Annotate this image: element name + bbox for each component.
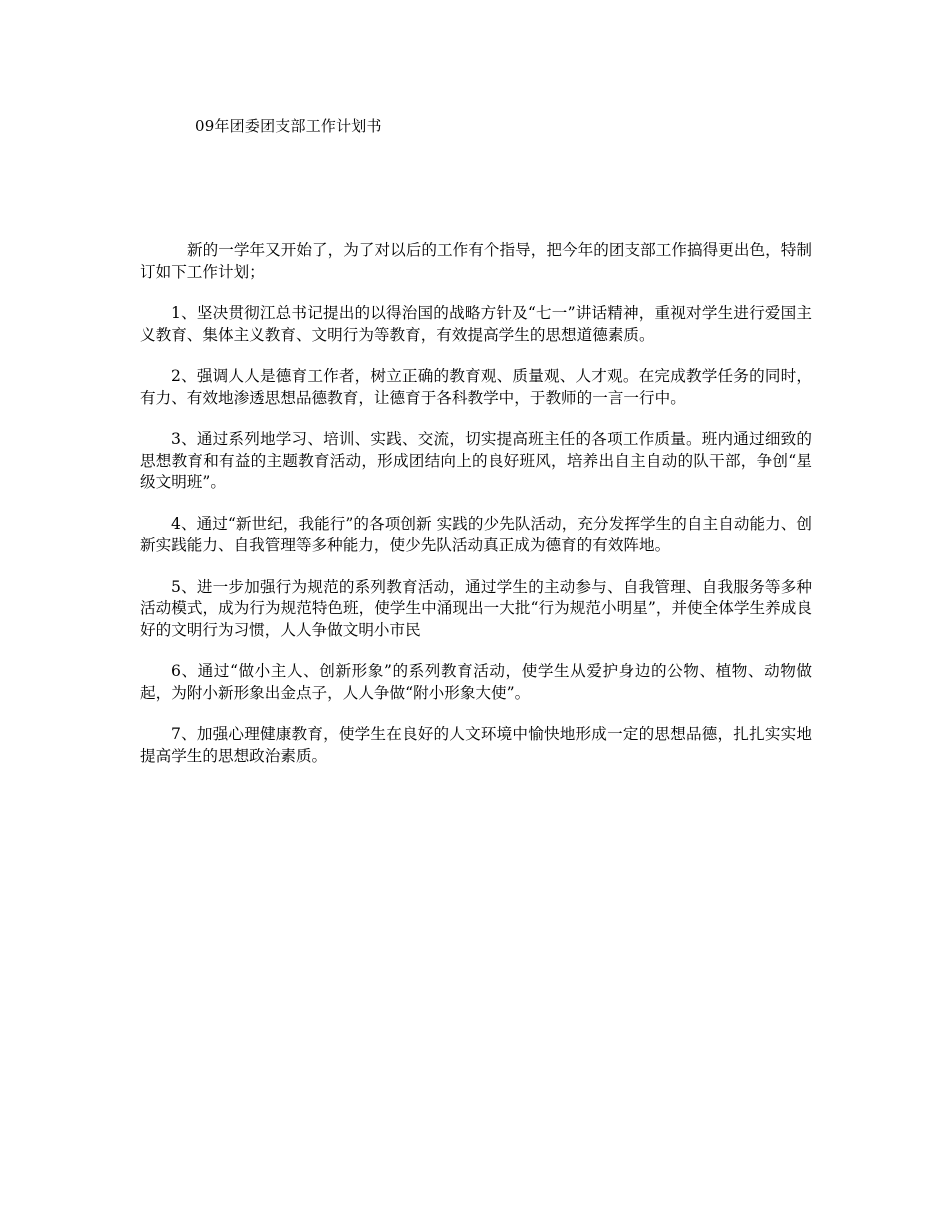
document-body [140, 240, 812, 787]
paragraph-item-4: 4、通过“新世纪，我能行”的各项创新 实践的少先队活动，充分发挥学生的自主自动能力、创新实践能力、自我管理等多种能力，使少先队活动真正成为德育的有效阵地。 [140, 514, 812, 554]
paragraph-item-3: 3、通过系列地学习、培训、实践、交流，切实提高班主任的各项工作质量。班内通过细致的思想教育和有益的主题教育活动，形成团结向上的良好班风，培养出自主自动的队干部，争创“星级文明班”。 [140, 430, 812, 491]
paragraph-item-6: 6、通过“做小主人、创新形象”的系列教育活动，使学生从爱护身边的公物、植物、动物做起，为附小新形象出金点子，人人争做“附小形象大使”。 [140, 662, 812, 702]
paragraph-item-5: 5、进一步加强行为规范的系列教育活动，通过学生的主动参与、自我管理、自我服务等多种活动模式，成为行为规范特色班，使学生中涌现出一大批“行为规范小明星”，并使全体学生养成良好的文明行为习惯，人人争做文明小市民 [140, 577, 812, 639]
paragraph-intro: 新的一学年又开始了，为了对以后的工作有个指导，把今年的团支部工作搞得更出色，特制订如下工作计划； [140, 241, 812, 281]
paragraph-item-2: 2、强调人人是德育工作者，树立正确的教育观、质量观、人才观。在完成教学任务的同时，有力、有效地渗透思想品德教育，让德育于各科教学中，于教师的一言一行中。 [140, 367, 812, 407]
paragraph-item-7: 7、加强心理健康教育，使学生在良好的人文环境中愉快地形成一定的思想品德，扎扎实实地提高学生的思想政治素质。 [140, 725, 812, 765]
document-title: 09年团委团支部工作计划书 [195, 117, 382, 135]
paragraph-item-1: 1、坚决贯彻江总书记提出的以得治国的战略方针及“七一”讲话精神，重视对学生进行爱国主义教育、集体主义教育、文明行为等教育，有效提高学生的思想道德素质。 [140, 304, 812, 344]
